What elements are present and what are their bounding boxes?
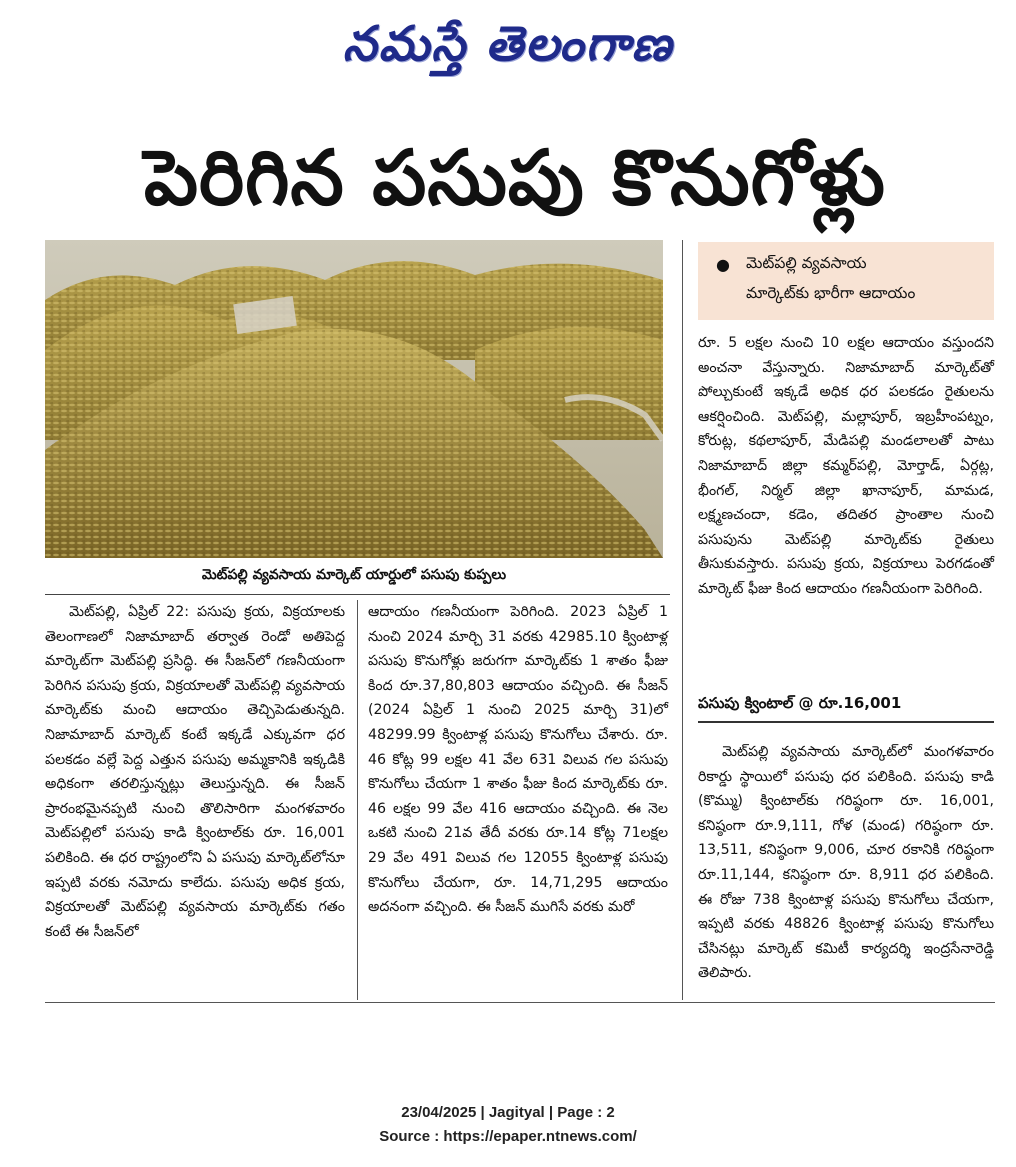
photo-caption: మెట్‌పల్లి వ్యవసాయ మార్కెట్ యార్డులో పసుపు కుప్పలు [201,567,507,583]
column-3b-text: మెట్‌పల్లి వ్యవసాయ మార్కెట్‌లో మంగళవారం రికార్డు స్థాయిలో పసుపు ధర పలికింది. పసుపు కాడి (కొమ్ము) క్వింటాల్‌కు గరిష్ఠంగా రూ. 16,001, కనిష్ఠంగా రూ.9,111, గోళ (మండ) గరిష్ఠంగా రూ. 13,511, కనిష్ఠంగా 9,006, చూర రకానికి గరిష్ఠంగా రూ.11,144, కనిష్ఠంగా రూ. 8,911 ధర పలికింది. ఈ రోజు 738 క్వింటాళ్ల పసుపు కొనుగోలు చేయగా, ఇప్పటి వరకు 48826 క్వింటాళ్ల పసుపు కొనుగోలు చేసినట్లు మార్కెట్ కమిటీ కార్యదర్శి ఇంద్రసేనారెడ్డి తెలిపారు. [698,744,994,982]
article-headline: పెరిగిన పసుపు కొనుగోళ్లు [144,133,886,222]
article-column-3 [698,331,994,602]
article-column-3-continued [698,740,994,986]
article-column-2 [368,600,668,920]
highlight-line-2: మార్కెట్‌కు భారీగా ఆదాయం [746,284,916,302]
article-column-1 [45,600,345,944]
highlight-box [698,242,994,320]
caption-divider [45,594,670,595]
edition-info: 23/04/2025 | Jagityal | Page : 2 [401,1104,615,1121]
bullet-icon: ● [716,255,730,274]
column-divider-1 [357,600,358,1000]
turmeric-heaps-photo [45,240,663,558]
column-divider-2 [682,240,683,1000]
column-2-text: ఆదాయం గణనీయంగా పెరిగింది. 2023 ఏప్రిల్ 1 నుంచి 2024 మార్చి 31 వరకు 42985.10 క్వింటాళ్ల పసుపు కొనుగోళ్లు జరుగగా మార్కెట్‌కు 1 శాతం ఫీజు కింద రూ.37,80,803 ఆదాయం వచ్చింది. ఈ సీజన్ (2024 ఏప్రిల్ 1 నుంచి 2025 మార్చి 31)లో 48299.99 క్వింటాళ్ల పసుపు కొనుగోలు చేశారు. రూ. 46 కోట్ల 99 లక్షల 41 వేల 631 విలువ గల పసుపు కొనుగోలు చేయగా 1 శాతం ఫీజు కింద మార్కెట్‌కు రూ. 46 లక్షల 99 వేల 416 ఆదాయం వచ్చింది. ఈ నెల ఒకటి నుంచి 21వ తేదీ వరకు రూ.14 కోట్ల 71లక్షల 29 వేల 491 విలువ గల 12055 క్వింటాళ్ల పసుపు కొనుగోలు చేయగా, రూ. 14,71,295 ఆదాయం అదనంగా వచ్చింది. ఈ సీజన్ ముగిసే వరకు మరో [368,604,668,916]
price-subheading: పసుపు క్వింటాల్ @ రూ.16,001 [698,694,902,712]
column-1-text: మెట్‌పల్లి, ఏప్రిల్ 22: పసుపు క్రయ, విక్రయాలకు తెలంగాణలో నిజామాబాద్ తర్వాత రెండో అతిపెద్ద మార్కెట్‌గా మెట్‌పల్లి ప్రసిద్ధి. ఈ సీజన్‌లో గణనీయంగా పెరిగిన పసుపు క్రయ, విక్రయాలతో మెట్‌పల్లి వ్యవసాయ మార్కెట్‌కు మంచి ఆదాయం తెచ్చిపెడుతున్నది. నిజామాబాద్ మార్కెట్ కంటే ఇక్కడే ఎక్కువగా ధర పలకడం వల్లే పెద్ద ఎత్తున పసుపు అమ్మకానికి ఇక్కడికి అధికంగా తరలిస్తున్నట్లు తెలుస్తున్నది. ఈ సీజన్ ప్రారంభమైనప్పటి నుంచి తొలిసారిగా మంగళవారం మెట్‌పల్లిలో పసుపు కాడి క్వింటాల్‌కు రూ. 16,001 పలికింది. ఈ ధర రాష్ట్రంలోని ఏ పసుపు మార్కెట్‌లోనూ ఇప్పటి వరకు నమోదు కాలేదు. పసుపు అధిక క్రయ, విక్రయాలతో మెట్‌పల్లి వ్యవసాయ మార్కెట్‌కు గతం కంటే ఈ సీజన్‌లో [45,604,345,940]
footer-divider [45,1002,995,1003]
subheading-rule [698,721,994,723]
highlight-line-1: మెట్‌పల్లి వ్యవసాయ [746,254,867,272]
newspaper-masthead: నమస్తే తెలంగాణ [342,16,674,72]
source-link[interactable]: Source : https://epaper.ntnews.com/ [379,1128,637,1145]
column-3-text: రూ. 5 లక్షల నుంచి 10 లక్షల ఆదాయం వస్తుందని అంచనా వేస్తున్నారు. నిజామాబాద్ మార్కెట్‌తో పోల్చుకుంటే ఇక్కడే అధిక ధర పలకడం రైతులను ఆకర్షించింది. మెట్‌పల్లి, మల్లాపూర్, ఇబ్రహీంపట్నం, కోరుట్ల, కథలాపూర్, మేడిపల్లి మండలాలతో పాటు నిజామాబాద్ జిల్లా కమ్మర్‌పల్లి, మోర్తాడ్, ఏర్గట్ల, భీంగల్, నిర్మల్ జిల్లా ఖానాపూర్, మామడ, లక్ష్మణచందా, కడెం, తదితర ప్రాంతాల నుంచి పసుపును మెట్‌పల్లి మార్కెట్‌కు రైతులు తీసుకువస్తారు. పసుపు క్రయ, విక్రయాలు పెరగడంతో మార్కెట్ ఫీజు కింద ఆదాయం గణనీయంగా పెరిగింది. [698,335,994,597]
photo-illustration [45,240,663,558]
